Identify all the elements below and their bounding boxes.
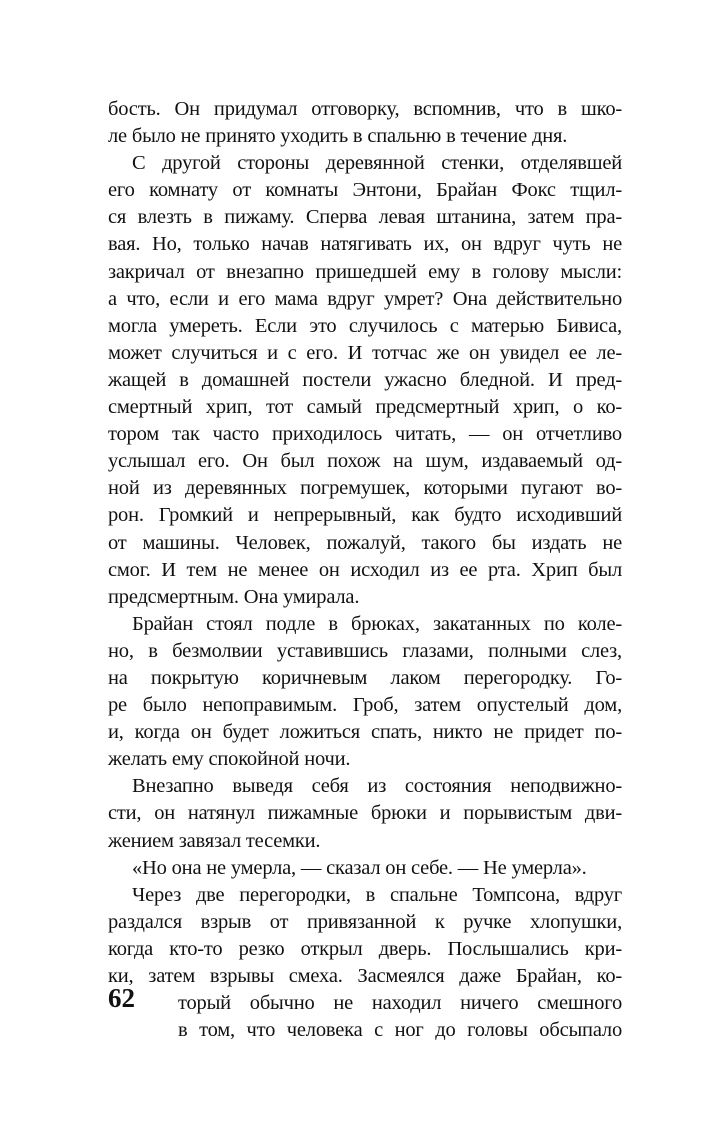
paragraph xyxy=(108,150,622,611)
text-line: бость. Он придумал отговорку, вспомнив, что в шко- xyxy=(108,98,622,120)
paragraph xyxy=(108,773,622,854)
text-line: Внезапно выведя себя из состояния неподвижно- xyxy=(132,775,622,798)
text-line: ле было не принято уходить в спальню в течение дня. xyxy=(108,125,568,148)
text-line: ре было непоправимым. Гроб, затем опустелый дом, xyxy=(108,694,622,717)
text-line: когда кто-то резко открыл дверь. Послышались кри- xyxy=(108,937,622,960)
text-line: тором так часто приходилось читать, — он отчетливо xyxy=(108,423,622,446)
text-line: рон. Громкий и непрерывный, как будто исходивший xyxy=(108,504,622,527)
text-line: жащей в домашней постели ужасно бледной. И пред- xyxy=(108,368,622,391)
text-line: желать ему спокойной ночи. xyxy=(108,748,351,771)
text-line: ной из деревянных погремушек, которыми пугают во- xyxy=(108,477,622,500)
paragraph xyxy=(108,855,622,882)
text-line: раздался взрыв от привязанной к ручке хлопушки, xyxy=(108,910,622,933)
text-line: ки, затем взрывы смеха. Засмеялся даже Брайан, ко- xyxy=(108,965,622,987)
text-line: закричал от внезапно пришедшей ему в голову мысли: xyxy=(108,260,622,283)
paragraph-tail xyxy=(108,990,622,1044)
text-line: но, в безмолвии уставившись глазами, полными слез, xyxy=(108,639,622,662)
paragraph xyxy=(108,611,622,774)
text-line: а что, если и его мама вдруг умрет? Она действительно xyxy=(108,287,622,310)
text-line: его комнату от комнаты Энтони, Брайан Фокс тщил- xyxy=(108,179,622,202)
text-line: в том, что человека с ног до головы обсыпало xyxy=(178,1019,622,1042)
text-line: жением завязал тесемки. xyxy=(108,829,321,852)
text-line: «Но она не умерла, — сказал он себе. — Не умерла». xyxy=(132,856,587,879)
text-line: на покрытую коричневым лаком перегородку. Го- xyxy=(108,666,622,689)
text-line: от машины. Человек, пожалуй, такого бы издать не xyxy=(108,531,622,554)
text-line: смог. И тем не менее он исходил из ее рта. Хрип был xyxy=(108,558,622,581)
paragraph xyxy=(108,882,622,990)
text-line: может случиться и с его. И тотчас же он увидел ее ле- xyxy=(108,341,622,364)
text-line: услышал его. Он был похож на шум, издаваемый од- xyxy=(108,450,622,473)
text-line: могла умереть. Если это случилось с матерью Бивиса, xyxy=(108,314,622,337)
text-line: вая. Но, только начав натягивать их, он вдруг чуть не xyxy=(108,233,622,256)
text-line: сти, он натянул пижамные брюки и порывистым дви- xyxy=(108,802,622,825)
text-line: и, когда он будет ложиться спать, никто не придет по- xyxy=(108,721,622,744)
text-line: ся влезть в пижаму. Сперва левая штанина, затем пра- xyxy=(108,206,622,229)
page-text xyxy=(108,96,622,1044)
text-line: Через две перегородки, в спальне Томпсона, вдруг xyxy=(132,883,622,906)
text-line: С другой стороны деревянной стенки, отделявшей xyxy=(132,152,622,175)
text-line: предсмертным. Она умирала. xyxy=(108,585,360,608)
text-line: смертный хрип, тот самый предсмертный хрип, о ко- xyxy=(108,396,622,419)
paragraph xyxy=(108,96,622,150)
text-line: Брайан стоял подле в брюках, закатанных по коле- xyxy=(132,612,622,635)
text-line: торый обычно не находил ничего смешного xyxy=(178,992,622,1015)
page-number: 62 xyxy=(108,983,135,1013)
